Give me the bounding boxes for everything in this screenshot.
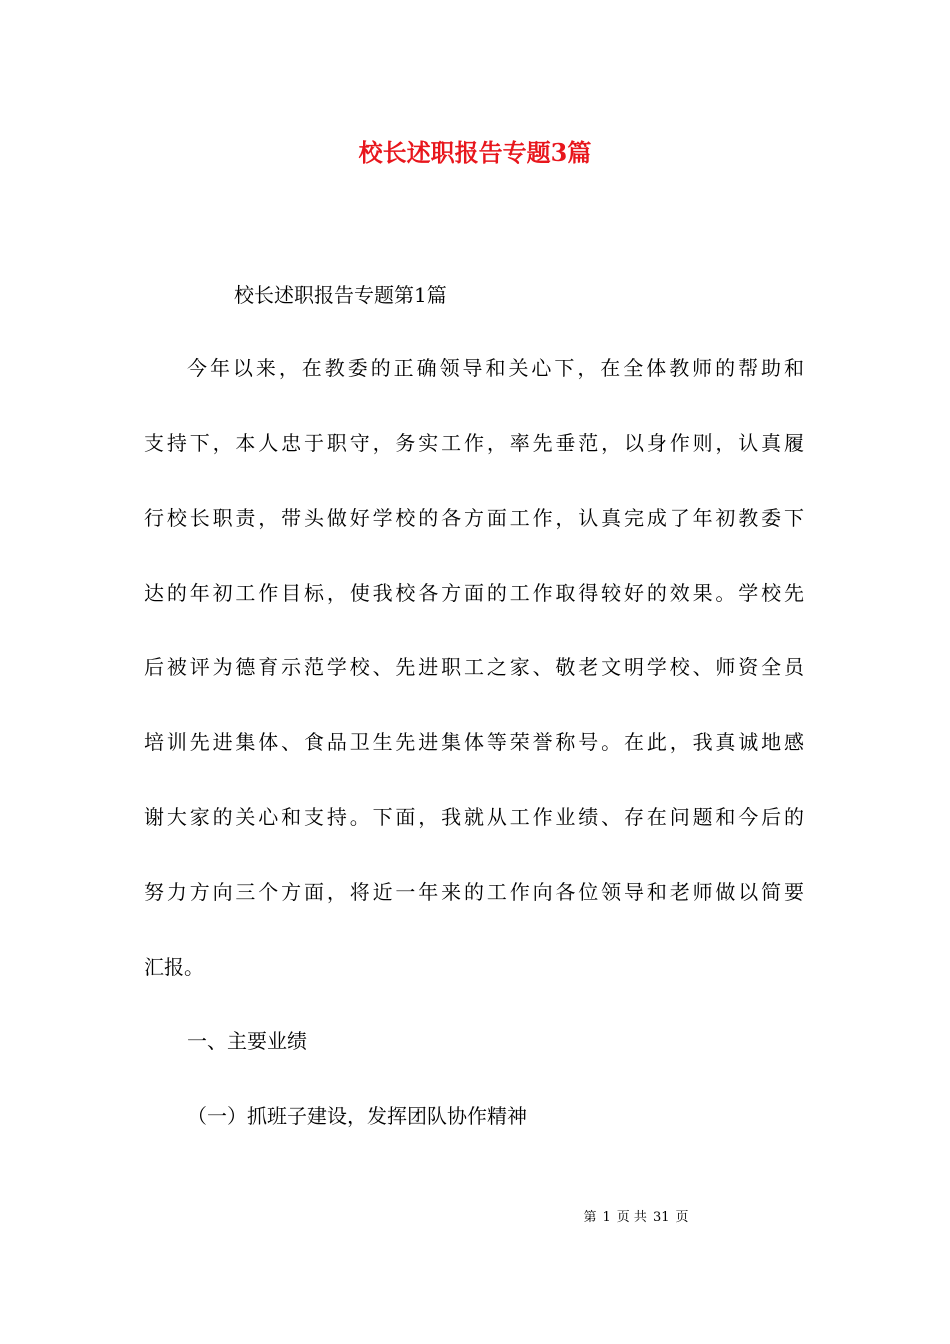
paragraph-line: 今年以来，在教委的正确领导和关心下，在全体教师的帮助和: [187, 356, 804, 380]
footer-page-number: 1: [602, 1210, 611, 1225]
paragraph-line: 支持下，本人忠于职守，务实工作，率先垂范，以身作则，认真履: [144, 431, 804, 455]
document-title: 校长述职报告专题3篇: [358, 138, 592, 167]
footer-total-pages: 31: [652, 1210, 670, 1225]
section-heading: 校长述职报告专题第1篇: [234, 283, 447, 307]
subheading-1: （一）抓班子建设，发挥团队协作精神: [187, 1104, 527, 1128]
paragraph-line: 后被评为德育示范学校、先进职工之家、敬老文明学校、师资全员: [144, 655, 804, 679]
paragraph-line: 汇报。: [144, 955, 204, 979]
paragraph-line: 努力方向三个方面，将近一年来的工作向各位领导和老师做以简要: [144, 880, 804, 904]
paragraph-line: 培训先进集体、食品卫生先进集体等荣誉称号。在此，我真诚地感: [144, 730, 804, 754]
paragraph-line: 达的年初工作目标，使我校各方面的工作取得较好的效果。学校先: [144, 581, 804, 605]
heading-1: 一、主要业绩: [187, 1029, 307, 1053]
paragraph-line: 谢大家的关心和支持。下面，我就从工作业绩、存在问题和今后的: [144, 805, 804, 829]
paragraph-line: 行校长职责，带头做好学校的各方面工作，认真完成了年初教委下: [144, 506, 804, 530]
footer-page-suffix: 页: [675, 1210, 689, 1225]
footer-page-prefix: 第: [583, 1210, 597, 1225]
page-footer: [0, 1209, 950, 1227]
footer-page-middle: 页 共: [616, 1210, 647, 1225]
